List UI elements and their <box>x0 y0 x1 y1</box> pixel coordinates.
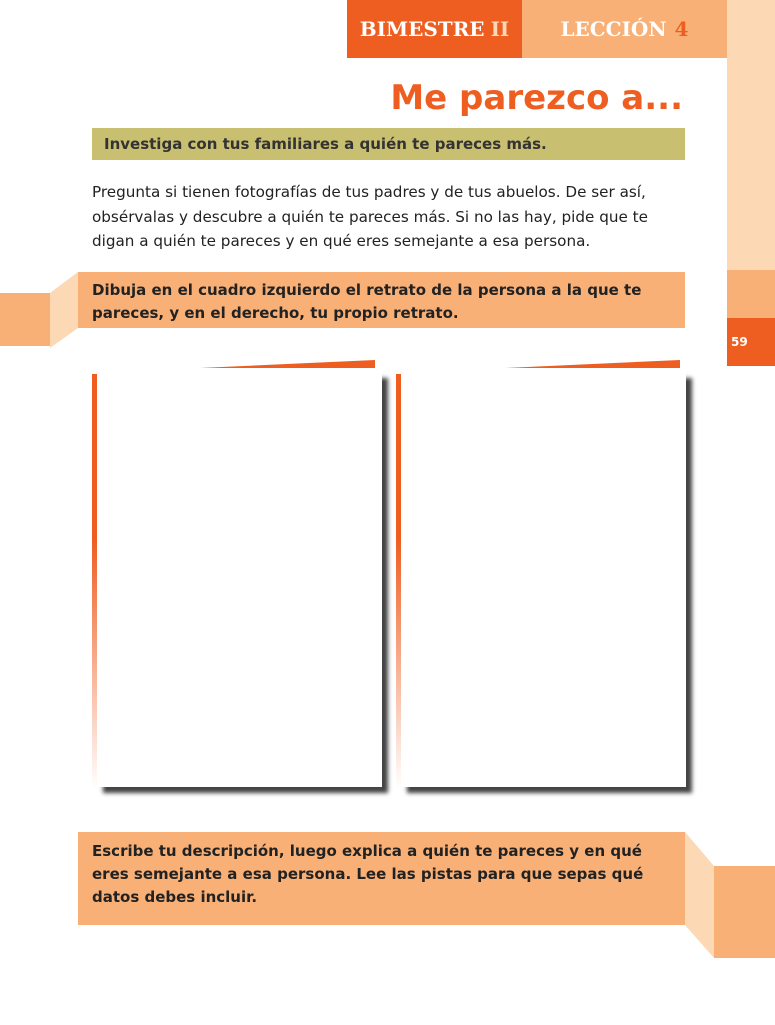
draw-instruction: Dibuja en el cuadro izquierdo el retrato de la persona a la que te pareces, y en el derecho, tu propio retrato. <box>78 272 685 328</box>
portrait-frame-self[interactable] <box>401 372 686 787</box>
side-strip-light <box>727 0 775 270</box>
portrait-frame-relative[interactable] <box>97 372 382 787</box>
bimestre-tab <box>347 0 522 58</box>
intro-paragraph: Pregunta si tienen fotografías de tus padres y de tus abuelos. De ser así, obsérvalas y descubre a quién te pareces más. Si no las hay, pide que te digan a quién te pareces y en qué eres semejante a esa persona. <box>92 183 648 250</box>
frame-top-accent <box>200 360 375 370</box>
left-tab-decoration <box>0 293 50 346</box>
page-number-text: 59 <box>731 335 748 349</box>
frame-top-accent <box>505 360 680 370</box>
page-number <box>727 318 775 366</box>
page-title: Me parezco a... <box>390 78 683 118</box>
leccion-label: LECCIÓN <box>560 17 667 41</box>
activity-band: Investiga con tus familiares a quién te pareces más. <box>92 128 685 160</box>
write-instruction: Escribe tu descripción, luego explica a quién te pareces y en qué eres semejante a esa persona. Lee las pistas para que sepas qué datos debes incluir. <box>78 832 685 925</box>
right-tab-decoration <box>714 866 775 958</box>
tab-connector-right <box>685 832 714 958</box>
bimestre-number: II <box>490 17 510 41</box>
leccion-tab <box>522 0 727 58</box>
bimestre-label: BIMESTRE <box>359 17 485 41</box>
tab-connector-left <box>50 272 78 348</box>
side-strip-mid <box>727 270 775 318</box>
leccion-number: 4 <box>674 17 689 41</box>
